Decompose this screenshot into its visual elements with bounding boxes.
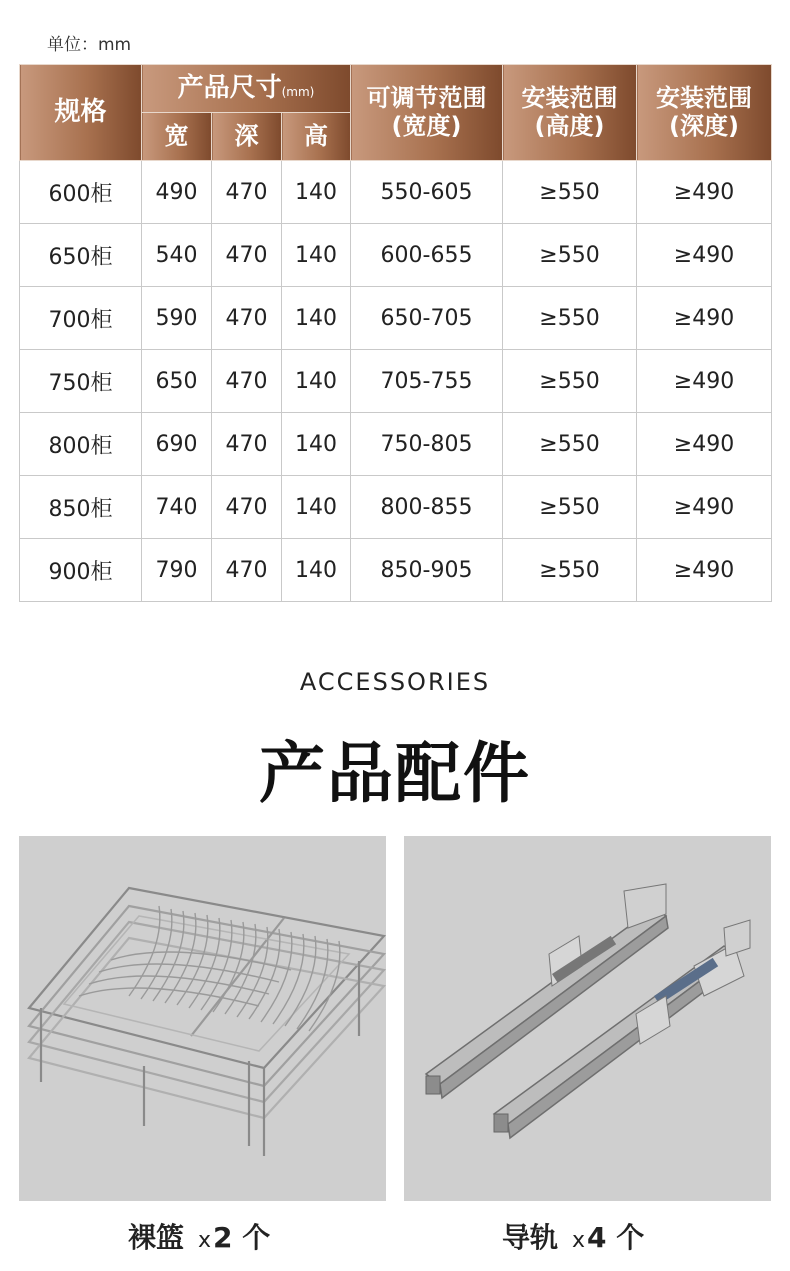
cell-install-depth: ≥490 — [637, 476, 772, 539]
header-adjust-range-l2: (宽度) — [391, 111, 462, 140]
header-install-depth — [637, 65, 772, 161]
cell-spec: 900柜 — [20, 539, 142, 602]
header-install-depth-l2: (深度) — [669, 111, 739, 140]
cell-width: 490 — [142, 161, 212, 224]
cell-depth: 470 — [212, 350, 282, 413]
cell-height: 140 — [282, 287, 351, 350]
header-adjust-range — [351, 65, 503, 161]
header-depth: 深 — [212, 113, 282, 161]
cell-depth: 470 — [212, 539, 282, 602]
cell-install-depth: ≥490 — [637, 539, 772, 602]
basket-caption — [128, 1216, 270, 1256]
cell-adjust-range: 800-855 — [351, 476, 503, 539]
cell-install-height: ≥550 — [503, 476, 637, 539]
rail-caption — [502, 1216, 644, 1256]
cell-width: 690 — [142, 413, 212, 476]
table-row — [20, 539, 772, 602]
cell-install-height: ≥550 — [503, 350, 637, 413]
cell-install-depth: ≥490 — [637, 161, 772, 224]
accessories-title-en: ACCESSORIES — [299, 668, 491, 696]
cell-install-depth: ≥490 — [637, 413, 772, 476]
cell-adjust-range: 550-605 — [351, 161, 503, 224]
rail-name: 导轨 — [502, 1221, 559, 1254]
cell-adjust-range: 705-755 — [351, 350, 503, 413]
header-width: 宽 — [142, 113, 212, 161]
cell-spec: 650柜 — [20, 224, 142, 287]
table-row — [20, 413, 772, 476]
basket-card — [19, 836, 386, 1201]
cell-adjust-range: 850-905 — [351, 539, 503, 602]
header-install-height — [503, 65, 637, 161]
cell-width: 740 — [142, 476, 212, 539]
table-row — [20, 350, 772, 413]
cell-height: 140 — [282, 161, 351, 224]
header-size-label: 产品尺寸 — [177, 72, 282, 103]
cell-install-height: ≥550 — [503, 161, 637, 224]
cell-adjust-range: 750-805 — [351, 413, 503, 476]
cell-height: 140 — [282, 413, 351, 476]
rail-count: 4 个 — [587, 1221, 645, 1254]
cell-width: 650 — [142, 350, 212, 413]
cell-install-depth: ≥490 — [637, 350, 772, 413]
spec-table-body — [20, 161, 772, 602]
header-spec: 规格 — [20, 65, 142, 161]
cell-spec: 800柜 — [20, 413, 142, 476]
cell-install-depth: ≥490 — [637, 224, 772, 287]
header-adjust-range-l1: 可调节范围 — [366, 83, 487, 112]
cell-adjust-range: 600-655 — [351, 224, 503, 287]
wire-basket-icon — [19, 836, 386, 1201]
header-size-unit: (mm) — [281, 84, 315, 99]
cell-width: 790 — [142, 539, 212, 602]
header-install-depth-l1: 安装范围 — [656, 83, 752, 112]
drawer-rail-icon — [404, 836, 771, 1201]
unit-label: 单位：mm — [47, 35, 132, 55]
cell-width: 540 — [142, 224, 212, 287]
cell-depth: 470 — [212, 224, 282, 287]
header-size-group — [142, 65, 351, 113]
cell-spec: 700柜 — [20, 287, 142, 350]
cell-depth: 470 — [212, 413, 282, 476]
cell-spec: 600柜 — [20, 161, 142, 224]
rail-card — [404, 836, 771, 1201]
table-row — [20, 161, 772, 224]
cell-install-height: ≥550 — [503, 539, 637, 602]
cell-depth: 470 — [212, 476, 282, 539]
header-height: 高 — [282, 113, 351, 161]
spec-table — [19, 64, 772, 602]
cell-install-depth: ≥490 — [637, 287, 772, 350]
cell-width: 590 — [142, 287, 212, 350]
basket-name: 裸篮 — [128, 1221, 185, 1254]
cell-depth: 470 — [212, 161, 282, 224]
cell-install-height: ≥550 — [503, 413, 637, 476]
cell-height: 140 — [282, 350, 351, 413]
cell-spec: 750柜 — [20, 350, 142, 413]
table-row — [20, 287, 772, 350]
cell-depth: 470 — [212, 287, 282, 350]
rail-multiplier: x — [572, 1228, 586, 1253]
table-row — [20, 224, 772, 287]
basket-multiplier: x — [198, 1228, 212, 1253]
header-install-height-l1: 安装范围 — [521, 83, 618, 112]
table-row — [20, 476, 772, 539]
cell-install-height: ≥550 — [503, 287, 637, 350]
cell-install-height: ≥550 — [503, 224, 637, 287]
header-install-height-l2: (高度) — [534, 111, 605, 140]
accessories-title-cn: 产品配件 — [259, 735, 531, 812]
cell-height: 140 — [282, 224, 351, 287]
cell-adjust-range: 650-705 — [351, 287, 503, 350]
cell-spec: 850柜 — [20, 476, 142, 539]
basket-count: 2 个 — [213, 1221, 271, 1254]
cell-height: 140 — [282, 539, 351, 602]
cell-height: 140 — [282, 476, 351, 539]
